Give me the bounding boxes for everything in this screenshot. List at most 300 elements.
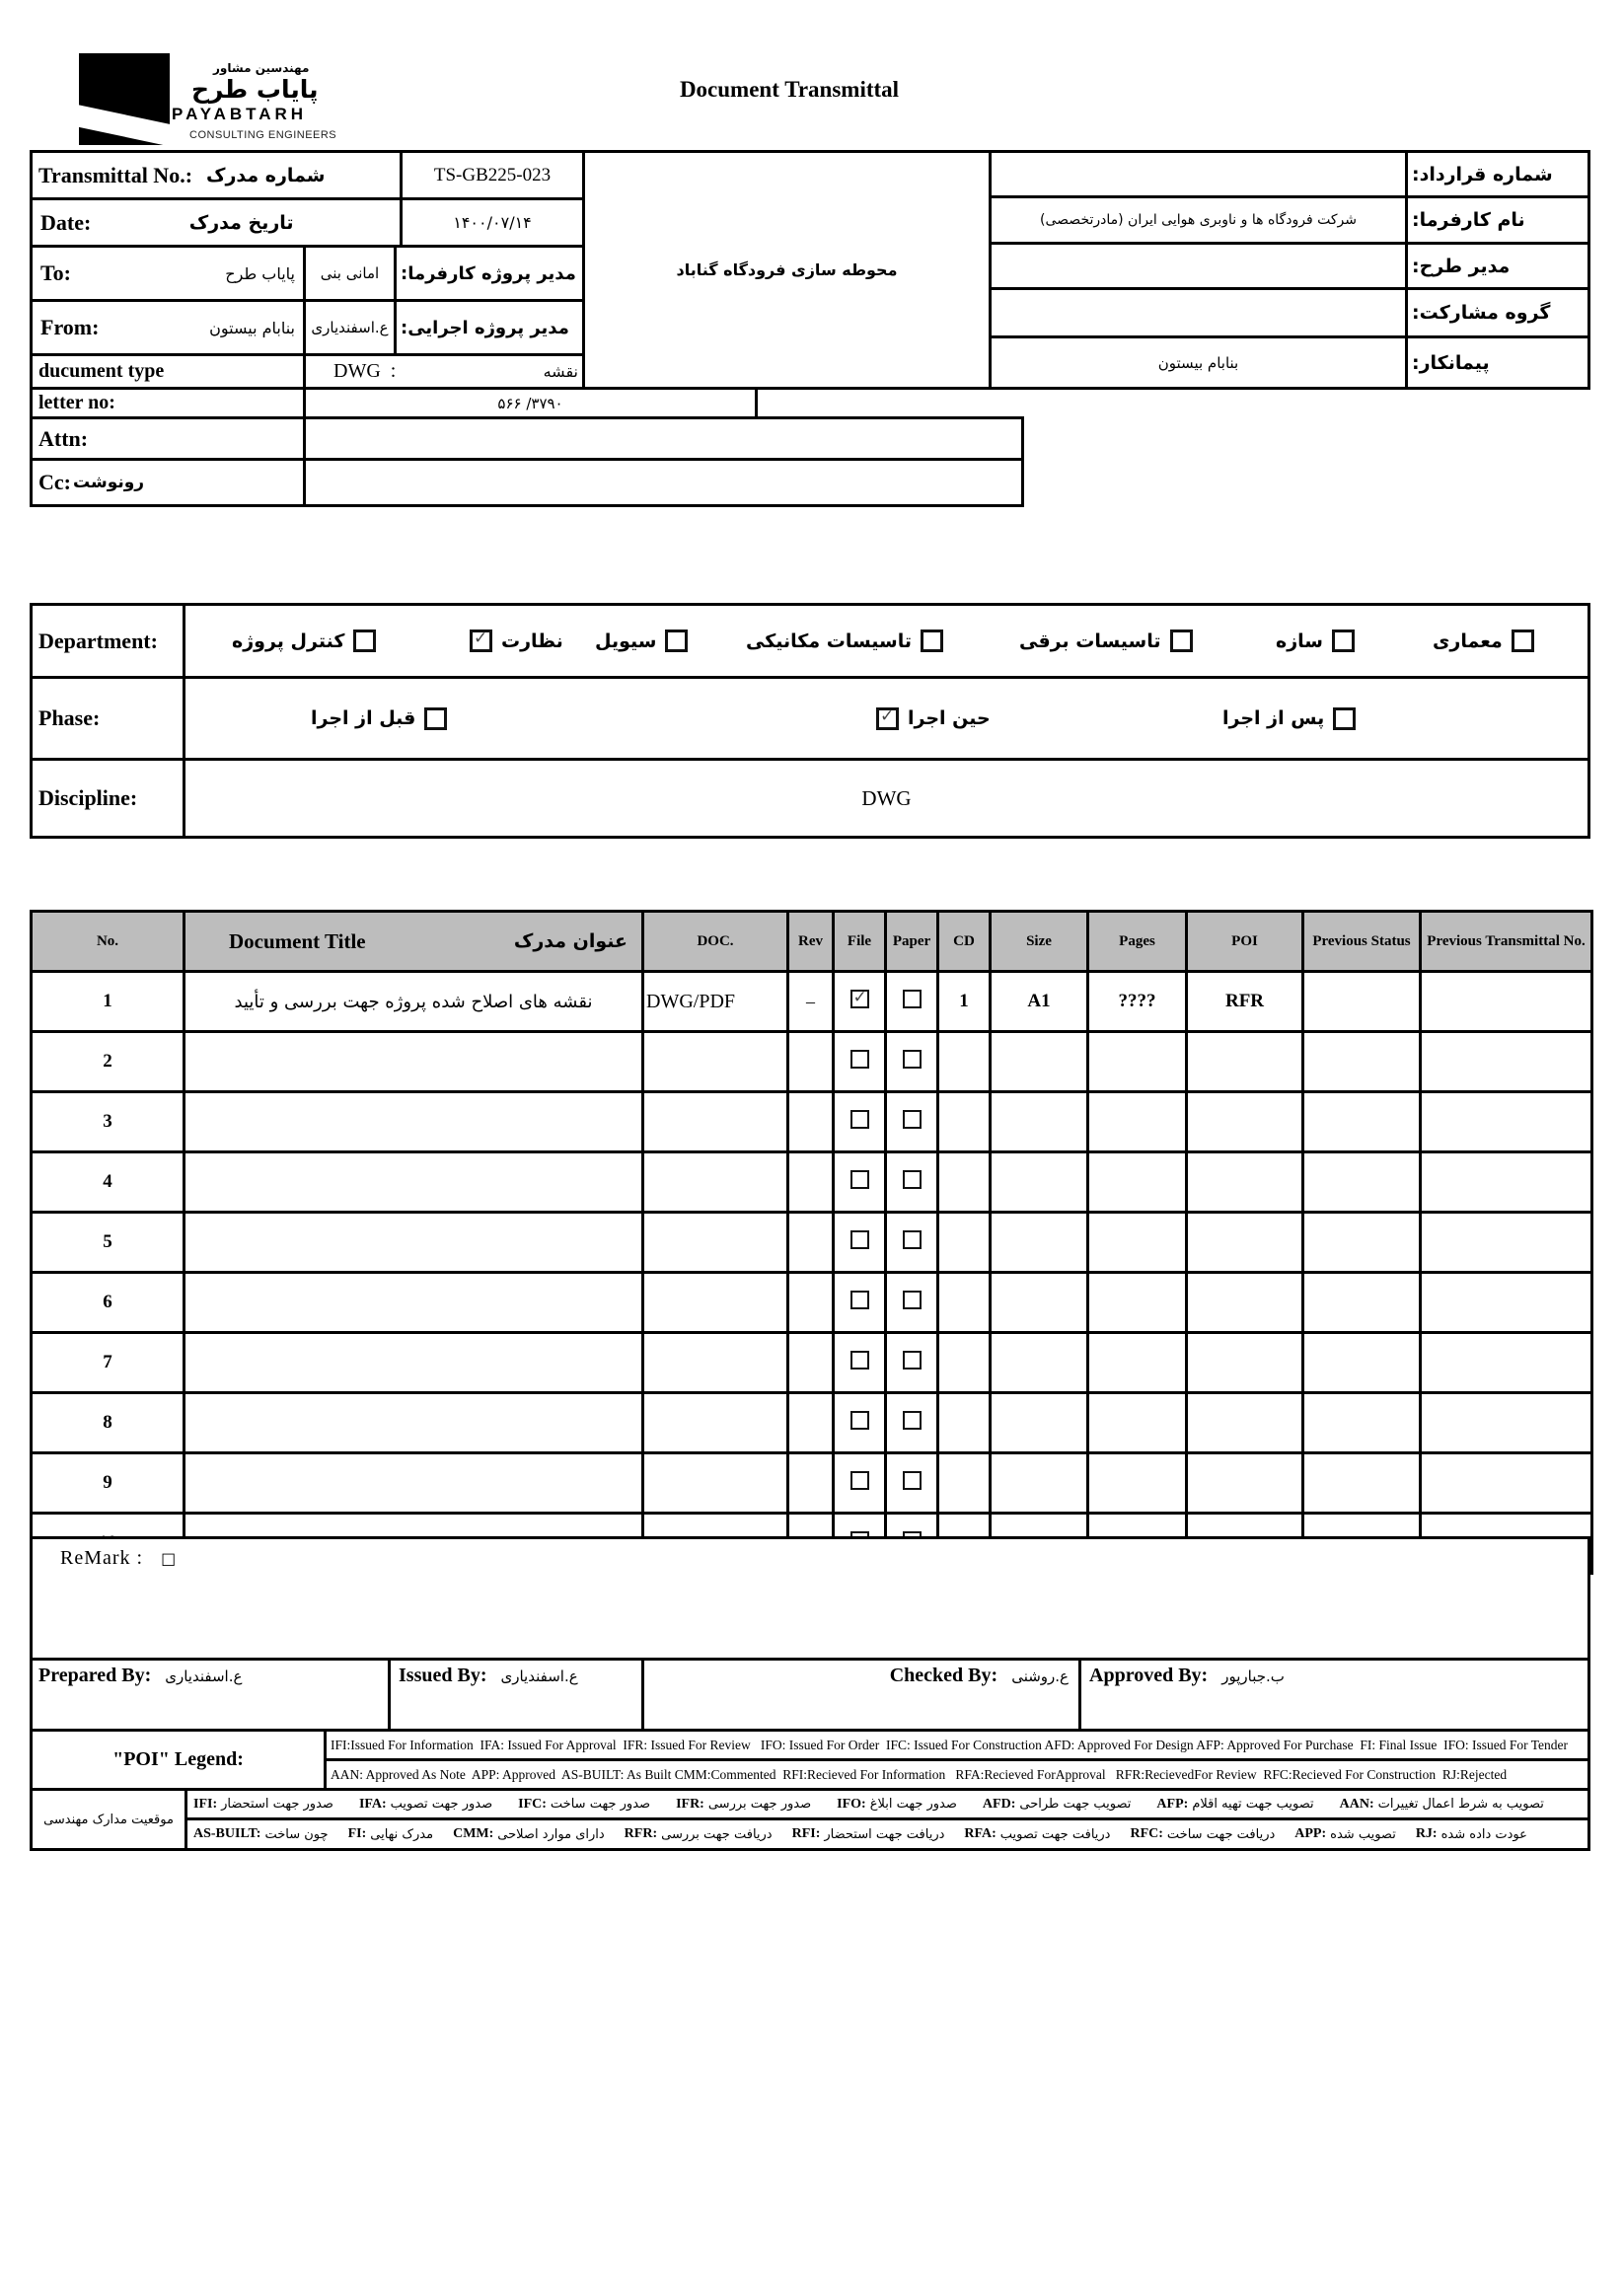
legend-abbr: RFR: bbox=[624, 1826, 658, 1841]
paper-checkbox[interactable] bbox=[903, 1110, 922, 1129]
from-label: From: bbox=[40, 315, 100, 339]
discipline-label: Discipline: bbox=[38, 785, 138, 810]
table-row bbox=[32, 1152, 1592, 1213]
from-cell bbox=[30, 299, 306, 356]
cell-size bbox=[991, 1453, 1088, 1514]
cell-size bbox=[991, 1032, 1088, 1092]
legend-desc: تصویب به شرط اعمال تغییرات bbox=[1377, 1797, 1544, 1812]
cell-title bbox=[185, 1213, 643, 1273]
partnership-value-cell bbox=[989, 287, 1408, 338]
cell-prev-transmittal bbox=[1421, 1032, 1592, 1092]
to-role: مدیر پروژه کارفرما: bbox=[401, 262, 576, 284]
option-label: کنترل پروژه bbox=[232, 630, 345, 652]
legend-abbr: FI: bbox=[347, 1826, 367, 1841]
legend-desc: تصویب جهت تهیه اقلام bbox=[1192, 1797, 1314, 1812]
fa-legend-line1 bbox=[185, 1788, 1590, 1820]
fa-legend-label-cell bbox=[30, 1788, 187, 1851]
cell-rev bbox=[788, 1152, 834, 1213]
checkbox[interactable] bbox=[424, 707, 447, 730]
cell-prev-status bbox=[1303, 1393, 1421, 1453]
file-checkbox[interactable] bbox=[850, 1170, 869, 1189]
cell-title bbox=[185, 1393, 643, 1453]
legend-abbr: RFA: bbox=[964, 1826, 997, 1841]
cell-cd bbox=[938, 1032, 991, 1092]
table-row bbox=[32, 1393, 1592, 1453]
department-label-cell bbox=[30, 603, 185, 679]
cell-paper bbox=[886, 1152, 938, 1213]
cell-cd bbox=[938, 1273, 991, 1333]
cell-title bbox=[185, 1333, 643, 1393]
legend-entry bbox=[453, 1826, 605, 1842]
option-label: پس از اجرا bbox=[1222, 707, 1325, 729]
to-role-cell bbox=[394, 245, 585, 302]
legend-entry bbox=[1340, 1797, 1544, 1813]
cell-doc bbox=[643, 1333, 788, 1393]
legend-abbr: AS-BUILT: bbox=[193, 1826, 261, 1841]
cell-no: 9 bbox=[32, 1453, 185, 1514]
paper-checkbox[interactable] bbox=[903, 1291, 922, 1309]
legend-entry bbox=[625, 1826, 773, 1842]
from-person: ع.اسفندیاری bbox=[311, 319, 389, 336]
cell-rev bbox=[788, 1273, 834, 1333]
col-header-size: Size bbox=[991, 912, 1088, 972]
cell-pages bbox=[1088, 1092, 1187, 1152]
transmittal-label-en: Transmittal No.: bbox=[38, 162, 193, 187]
department-option-control bbox=[232, 606, 376, 676]
cell-rev bbox=[788, 1453, 834, 1514]
cell-size bbox=[991, 1152, 1088, 1213]
poi-legend-line2: AAN: Approved As Note APP: Approved AS-BUILT: As Built CMM:Commented RFI:Recieved For Information RFA:Recieved ForApproval RFR:RecievedFor Review RFC:Recieved For Construction RJ:Rejected bbox=[324, 1758, 1590, 1791]
file-checkbox[interactable] bbox=[850, 1411, 869, 1430]
transmittal-label-fa: شماره مدرک bbox=[206, 164, 326, 186]
cell-size bbox=[991, 1333, 1088, 1393]
cell-title bbox=[185, 1032, 643, 1092]
letterno-label-cell bbox=[30, 387, 306, 419]
legend-abbr: APP: bbox=[1294, 1826, 1327, 1841]
logo-swoosh-icon bbox=[79, 100, 170, 145]
legend-entry bbox=[964, 1826, 1110, 1842]
cell-cd: 1 bbox=[938, 972, 991, 1032]
fa-legend-label: موقعیت مدارک مهندسی bbox=[43, 1812, 174, 1827]
cell-paper bbox=[886, 1092, 938, 1152]
contract-no-value-cell bbox=[989, 150, 1408, 198]
phase-options-cell bbox=[183, 676, 1590, 761]
partnership-label: گروه مشارکت: bbox=[1412, 302, 1551, 324]
cell-pages bbox=[1088, 1453, 1187, 1514]
option-label: سازه bbox=[1276, 630, 1323, 652]
col-header-paper: Paper bbox=[886, 912, 938, 972]
cell-poi bbox=[1187, 1213, 1303, 1273]
col-header-rev: Rev bbox=[788, 912, 834, 972]
attn-label: Attn: bbox=[38, 425, 89, 451]
documents-table bbox=[30, 910, 1593, 1575]
department-label: Department: bbox=[38, 628, 158, 653]
legend-abbr: AFD: bbox=[982, 1796, 1016, 1812]
legend-entry bbox=[1130, 1826, 1275, 1842]
legend-abbr: IFI: bbox=[193, 1796, 218, 1812]
from-value: بنابام بیستون bbox=[209, 318, 295, 337]
checked-by-label: Checked By: bbox=[889, 1665, 998, 1686]
date-label-cell bbox=[30, 197, 403, 248]
cell-paper bbox=[886, 1333, 938, 1393]
legend-entry bbox=[676, 1797, 811, 1813]
file-checkbox[interactable] bbox=[850, 1110, 869, 1129]
legend-desc: دارای موارد اصلاحی bbox=[497, 1826, 605, 1842]
cell-no: 5 bbox=[32, 1213, 185, 1273]
legend-desc: دریافت جهت بررسی bbox=[661, 1826, 773, 1842]
legend-entry bbox=[193, 1826, 329, 1842]
cc-value-cell bbox=[303, 458, 1024, 507]
date-label-en: Date: bbox=[40, 209, 92, 235]
table-row bbox=[32, 1092, 1592, 1152]
option-label: حین اجرا bbox=[908, 707, 991, 729]
prepared-by-cell bbox=[30, 1658, 391, 1732]
to-value: پایاب طرح bbox=[225, 263, 295, 283]
logo-name-fa: پایاب طرح bbox=[191, 75, 319, 104]
legend-entry bbox=[983, 1797, 1132, 1813]
table-row bbox=[32, 972, 1592, 1032]
legend-desc: صدور جهت استحضار bbox=[221, 1797, 333, 1812]
paper-checkbox[interactable] bbox=[903, 1351, 922, 1370]
checkbox[interactable] bbox=[1332, 630, 1355, 652]
cell-no: 4 bbox=[32, 1152, 185, 1213]
cell-file bbox=[834, 1032, 886, 1092]
file-checkbox[interactable] bbox=[850, 1050, 869, 1069]
cell-file bbox=[834, 1453, 886, 1514]
legend-abbr: IFA: bbox=[358, 1796, 387, 1812]
contractor-label-cell bbox=[1405, 335, 1590, 390]
cell-prev-status bbox=[1303, 1092, 1421, 1152]
cell-cd bbox=[938, 1453, 991, 1514]
department-option-civil bbox=[595, 606, 688, 676]
legend-entry bbox=[359, 1797, 492, 1813]
doctype-value-cell bbox=[303, 353, 585, 390]
legend-desc: صدور جهت ساخت bbox=[550, 1797, 651, 1812]
legend-entry bbox=[792, 1826, 945, 1842]
col-header-cd: CD bbox=[938, 912, 991, 972]
attn-value-cell bbox=[303, 416, 1024, 461]
cell-size bbox=[991, 1393, 1088, 1453]
cell-cd bbox=[938, 1092, 991, 1152]
fa-legend-line2 bbox=[185, 1817, 1590, 1851]
checked-by-value: ع.روشنی bbox=[1011, 1667, 1069, 1685]
logo-tagline-fa: مهندسین مشاور bbox=[213, 61, 310, 75]
cell-doc: DWG/PDF bbox=[643, 972, 788, 1032]
from-person-cell bbox=[303, 299, 397, 356]
issued-by-cell bbox=[388, 1658, 644, 1732]
legend-desc: صدور جهت بررسی bbox=[707, 1797, 812, 1812]
cell-doc bbox=[643, 1152, 788, 1213]
prepared-by-label: Prepared By: bbox=[38, 1665, 152, 1686]
cell-prev-status bbox=[1303, 1032, 1421, 1092]
to-person: امانی بنی bbox=[320, 264, 380, 282]
cell-doc bbox=[643, 1273, 788, 1333]
cell-no: 7 bbox=[32, 1333, 185, 1393]
option-label: تاسیسات برقی bbox=[1019, 630, 1161, 652]
contract-no-label: شماره قرارداد: bbox=[1412, 163, 1553, 185]
file-checkbox[interactable] bbox=[850, 1230, 869, 1249]
cell-file bbox=[834, 1333, 886, 1393]
date-label-fa: تاریخ مدرک bbox=[188, 211, 294, 234]
legend-abbr: IFC: bbox=[518, 1796, 547, 1812]
file-checkbox[interactable] bbox=[850, 1471, 869, 1490]
cc-label-en: Cc: bbox=[38, 470, 71, 494]
col-header-file: File bbox=[834, 912, 886, 972]
checkbox[interactable] bbox=[1512, 630, 1534, 652]
cell-prev-status bbox=[1303, 1273, 1421, 1333]
cc-label-cell bbox=[30, 458, 306, 507]
checked-by-cell bbox=[641, 1658, 1081, 1732]
client-label: نام کارفرما: bbox=[1412, 209, 1525, 231]
col-header-title-fa: عنوان مدرک bbox=[513, 930, 627, 952]
cell-paper bbox=[886, 1213, 938, 1273]
cell-pages: ???? bbox=[1088, 972, 1187, 1032]
cell-doc bbox=[643, 1453, 788, 1514]
cell-doc bbox=[643, 1092, 788, 1152]
cell-pages bbox=[1088, 1213, 1187, 1273]
poi-legend-line1: IFI:Issued For Information IFA: Issued For Approval IFR: Issued For Review IFO: Issued For Order IFC: Issued For Construction AFD: Approved For Design AFP: Approved For Purchase FI: Final Issue IFO: Issued For Tender bbox=[324, 1729, 1590, 1761]
option-label: سیویل bbox=[595, 630, 657, 652]
approved-by-value: ب.جبارپور bbox=[1221, 1667, 1285, 1685]
legend-desc: دریافت جهت ساخت bbox=[1166, 1826, 1276, 1842]
cell-rev: – bbox=[788, 972, 834, 1032]
table-row bbox=[32, 1333, 1592, 1393]
cell-paper bbox=[886, 1273, 938, 1333]
legend-abbr: AFP: bbox=[1156, 1796, 1189, 1812]
remark-label: ReMark : bbox=[60, 1547, 144, 1569]
cell-poi: RFR bbox=[1187, 972, 1303, 1032]
issued-by-value: ع.اسفندیاری bbox=[500, 1667, 578, 1685]
cell-pages bbox=[1088, 1393, 1187, 1453]
checkbox[interactable] bbox=[876, 707, 899, 730]
checkbox[interactable] bbox=[1170, 630, 1193, 652]
doctype-value-fa: نقشه bbox=[543, 362, 578, 381]
cell-poi bbox=[1187, 1273, 1303, 1333]
legend-entry bbox=[1156, 1797, 1313, 1813]
cell-pages bbox=[1088, 1273, 1187, 1333]
cell-prev-transmittal bbox=[1421, 1393, 1592, 1453]
remark-cell bbox=[30, 1536, 1590, 1661]
cell-doc bbox=[643, 1393, 788, 1453]
phase-label-cell bbox=[30, 676, 185, 761]
approved-by-cell bbox=[1078, 1658, 1590, 1732]
cell-pages bbox=[1088, 1032, 1187, 1092]
option-label: معماری bbox=[1433, 630, 1503, 652]
cell-prev-status bbox=[1303, 1213, 1421, 1273]
cell-size: A1 bbox=[991, 972, 1088, 1032]
checkbox[interactable] bbox=[470, 630, 492, 652]
cell-file bbox=[834, 1092, 886, 1152]
date-value: ۱۴۰۰/۰۷/۱۴ bbox=[453, 213, 532, 232]
paper-checkbox[interactable] bbox=[903, 1471, 922, 1490]
paper-checkbox[interactable] bbox=[903, 1230, 922, 1249]
letterno-value-cell bbox=[303, 387, 758, 419]
doctype-label: ducument type bbox=[38, 360, 165, 382]
contract-no-label-cell bbox=[1405, 150, 1590, 198]
cell-title bbox=[185, 1273, 643, 1333]
cell-title: نقشه های اصلاح شده پروژه جهت بررسی و تأیید bbox=[185, 972, 643, 1032]
cell-pages bbox=[1088, 1152, 1187, 1213]
legend-entry bbox=[1416, 1826, 1527, 1842]
cell-no: 1 bbox=[32, 972, 185, 1032]
cell-doc bbox=[643, 1213, 788, 1273]
cell-rev bbox=[788, 1393, 834, 1453]
cell-cd bbox=[938, 1213, 991, 1273]
client-value-cell bbox=[989, 195, 1408, 245]
cell-rev bbox=[788, 1092, 834, 1152]
cell-prev-transmittal bbox=[1421, 1092, 1592, 1152]
client-label-cell bbox=[1405, 195, 1590, 245]
phase-option-during bbox=[876, 679, 991, 758]
attn-label-cell bbox=[30, 416, 306, 461]
cell-file bbox=[834, 1273, 886, 1333]
cell-poi bbox=[1187, 1152, 1303, 1213]
phase-label: Phase: bbox=[38, 705, 101, 730]
legend-desc: تصویب جهت طراحی bbox=[1019, 1797, 1132, 1812]
cell-no: 2 bbox=[32, 1032, 185, 1092]
legend-abbr: AAN: bbox=[1339, 1796, 1374, 1812]
poi-legend-label-cell bbox=[30, 1729, 327, 1791]
cell-file bbox=[834, 972, 886, 1032]
contractor-value-cell bbox=[989, 335, 1408, 390]
col-header-prev-transmittal: Previous Transmittal No. bbox=[1421, 912, 1592, 972]
cell-poi bbox=[1187, 1453, 1303, 1514]
legend-abbr: CMM: bbox=[453, 1826, 494, 1841]
cell-poi bbox=[1187, 1032, 1303, 1092]
table-header-row bbox=[32, 912, 1592, 972]
cell-file bbox=[834, 1152, 886, 1213]
to-cell bbox=[30, 245, 306, 302]
cell-poi bbox=[1187, 1092, 1303, 1152]
legend-abbr: IFO: bbox=[837, 1796, 866, 1812]
table-row bbox=[32, 1032, 1592, 1092]
option-label: تاسیسات مکانیکی bbox=[746, 630, 912, 652]
legend-desc: عودت داده شده bbox=[1440, 1826, 1527, 1842]
file-checkbox[interactable] bbox=[850, 1351, 869, 1370]
to-label: To: bbox=[40, 260, 71, 285]
doctype-value-en: DWG : bbox=[333, 360, 397, 382]
cell-cd bbox=[938, 1152, 991, 1213]
checkbox[interactable] bbox=[921, 630, 943, 652]
file-checkbox[interactable] bbox=[850, 1291, 869, 1309]
cell-title bbox=[185, 1152, 643, 1213]
discipline-value-cell: DWG bbox=[183, 758, 1590, 839]
cell-cd bbox=[938, 1393, 991, 1453]
paper-checkbox[interactable] bbox=[903, 1050, 922, 1069]
option-label: قبل از اجرا bbox=[311, 707, 416, 729]
cell-title bbox=[185, 1092, 643, 1152]
table-row bbox=[32, 1213, 1592, 1273]
cell-no: 6 bbox=[32, 1273, 185, 1333]
cell-no: 3 bbox=[32, 1092, 185, 1152]
letterno-label: letter no: bbox=[38, 392, 115, 413]
cell-prev-transmittal bbox=[1421, 1453, 1592, 1514]
legend-desc: مدرک نهایی bbox=[370, 1826, 434, 1842]
cell-prev-status bbox=[1303, 972, 1421, 1032]
checkbox[interactable] bbox=[353, 630, 376, 652]
col-header-pages: Pages bbox=[1088, 912, 1187, 972]
col-header-no: No. bbox=[32, 912, 185, 972]
cell-prev-status bbox=[1303, 1453, 1421, 1514]
logo-subtitle: CONSULTING ENGINEERS bbox=[189, 129, 337, 141]
doctype-label-cell bbox=[30, 353, 306, 390]
contractor-value: بنابام بیستون bbox=[1157, 353, 1239, 372]
department-option-mechanical bbox=[746, 606, 943, 676]
cell-rev bbox=[788, 1032, 834, 1092]
client-value: شرکت فرودگاه ها و ناوبری هوایی ایران (مادرتخصصی) bbox=[1040, 212, 1357, 228]
cell-poi bbox=[1187, 1333, 1303, 1393]
file-checkbox[interactable] bbox=[850, 990, 869, 1008]
legend-entry bbox=[193, 1797, 333, 1813]
legend-desc: دریافت جهت استحضار bbox=[824, 1826, 945, 1842]
paper-checkbox[interactable] bbox=[903, 1411, 922, 1430]
cell-paper bbox=[886, 1393, 938, 1453]
checkbox[interactable] bbox=[1333, 707, 1356, 730]
table-row bbox=[32, 1453, 1592, 1514]
legend-desc: چون ساخت bbox=[264, 1826, 329, 1842]
cell-prev-transmittal bbox=[1421, 972, 1592, 1032]
legend-abbr: RJ: bbox=[1415, 1826, 1438, 1841]
cell-rev bbox=[788, 1333, 834, 1393]
project-name-cell bbox=[582, 150, 992, 390]
approved-by-label: Approved By: bbox=[1089, 1665, 1209, 1686]
cell-pages bbox=[1088, 1333, 1187, 1393]
cell-prev-status bbox=[1303, 1152, 1421, 1213]
department-option-supervision bbox=[470, 606, 563, 676]
company-logo bbox=[79, 53, 170, 145]
transmittal-label-cell bbox=[30, 150, 403, 200]
col-header-doc: DOC. bbox=[643, 912, 788, 972]
page-title: Document Transmittal bbox=[679, 77, 900, 102]
legend-desc: تصویب شده bbox=[1330, 1826, 1396, 1842]
phase-option-before bbox=[311, 679, 447, 758]
design-manager-value-cell bbox=[989, 242, 1408, 290]
paper-checkbox[interactable] bbox=[903, 990, 922, 1008]
transmittal-no-value: TS-GB225-023 bbox=[400, 150, 585, 200]
cell-poi bbox=[1187, 1393, 1303, 1453]
cell-size bbox=[991, 1273, 1088, 1333]
cell-rev bbox=[788, 1213, 834, 1273]
checkbox[interactable] bbox=[665, 630, 688, 652]
letterno-value: ۵۶۶ /۳۷۹۰ bbox=[497, 394, 563, 412]
department-option-electrical bbox=[1019, 606, 1193, 676]
issued-by-label: Issued By: bbox=[399, 1665, 487, 1686]
poi-legend-label: "POI" Legend: bbox=[112, 1748, 244, 1770]
prepared-by-value: ع.اسفندیاری bbox=[165, 1667, 243, 1685]
legend-entry bbox=[837, 1797, 957, 1813]
remark-box-glyph: □ bbox=[161, 1549, 177, 1568]
cell-title bbox=[185, 1453, 643, 1514]
paper-checkbox[interactable] bbox=[903, 1170, 922, 1189]
partnership-label-cell bbox=[1405, 287, 1590, 338]
cell-paper bbox=[886, 1453, 938, 1514]
department-option-architecture bbox=[1433, 606, 1534, 676]
cell-doc bbox=[643, 1032, 788, 1092]
legend-abbr: IFR: bbox=[676, 1796, 704, 1812]
cell-prev-transmittal bbox=[1421, 1213, 1592, 1273]
project-name: محوطه سازی فرودگاه گناباد bbox=[676, 260, 898, 279]
design-manager-label-cell bbox=[1405, 242, 1590, 290]
department-options-cell bbox=[183, 603, 1590, 679]
from-role-cell bbox=[394, 299, 585, 356]
to-person-cell bbox=[303, 245, 397, 302]
design-manager-label: مدیر طرح: bbox=[1412, 255, 1511, 277]
legend-desc: صدور جهت ابلاغ bbox=[869, 1797, 957, 1812]
logo-name-en: PAYABTARH bbox=[172, 105, 308, 123]
cell-prev-transmittal bbox=[1421, 1333, 1592, 1393]
col-header-title-en: Document Title bbox=[229, 928, 366, 953]
date-value-cell bbox=[400, 197, 585, 248]
